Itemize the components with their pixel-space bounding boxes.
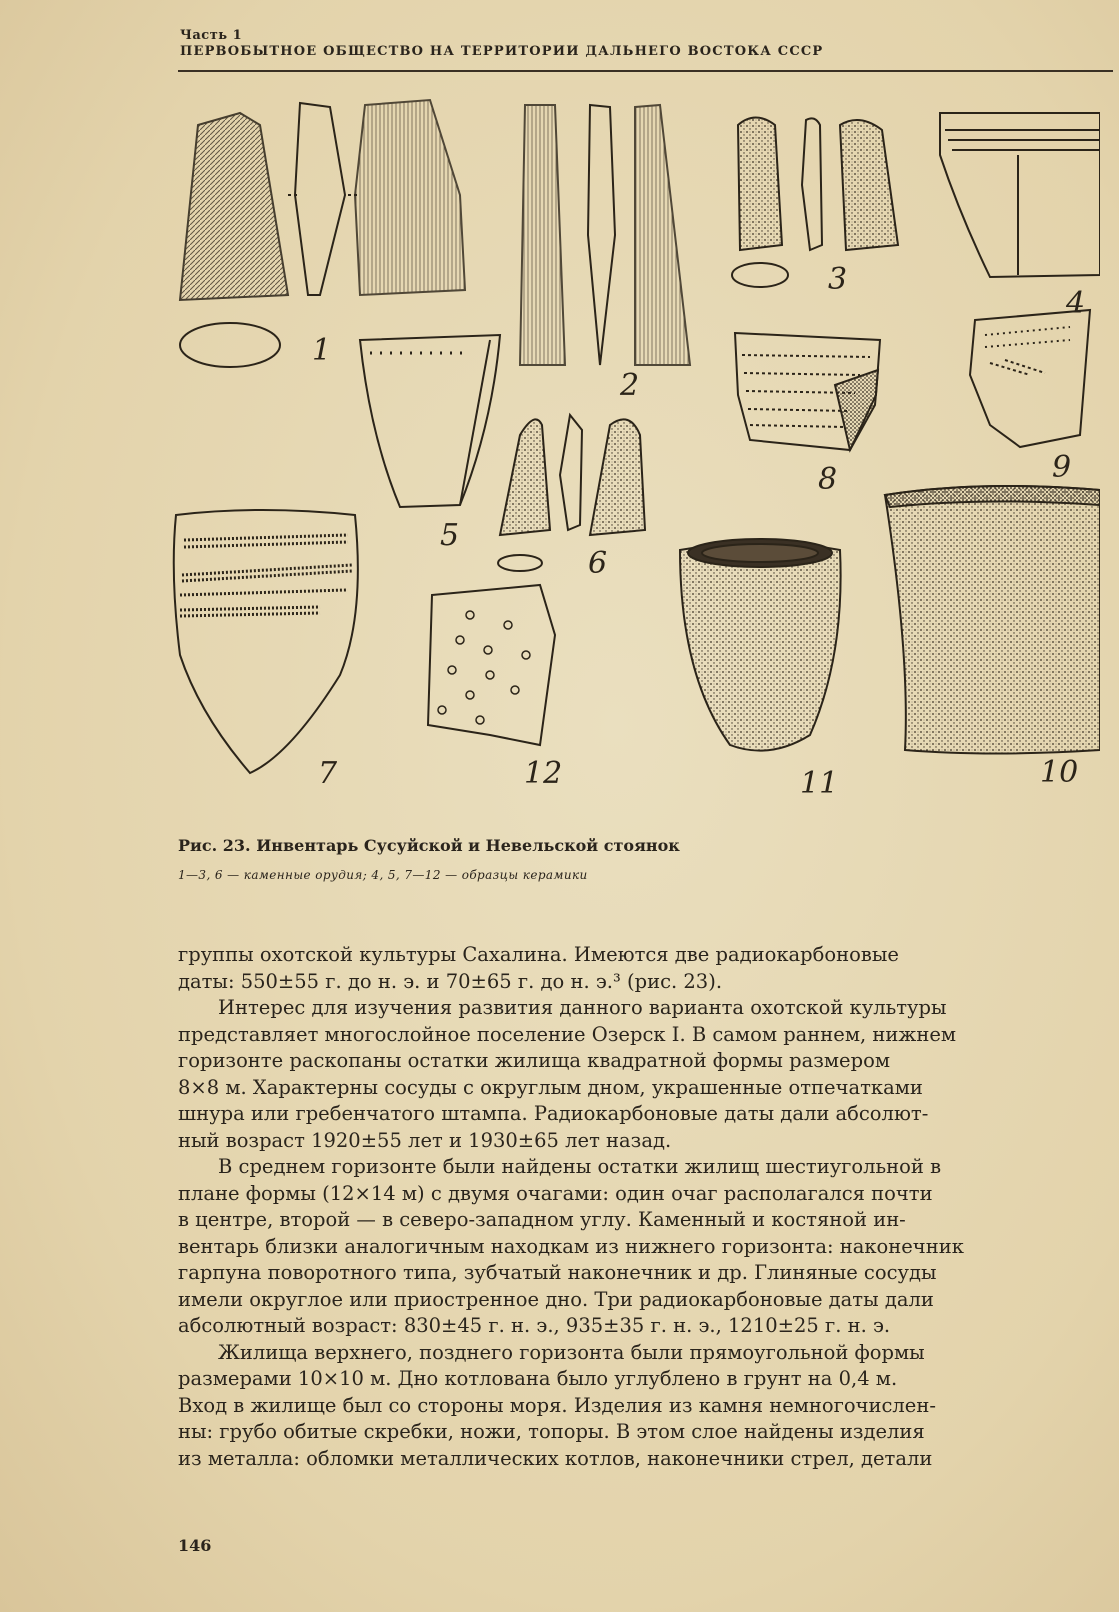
artifact-7-vessel (174, 510, 358, 773)
text-line: гарпуна поворотного типа, зубчатый наконечник и др. Глиняные сосуды (178, 1261, 937, 1284)
text-line: в центре, второй — в северо-западном углу. Каменный и костяной ин- (178, 1208, 906, 1231)
text-line: вентарь близки аналогичным находкам из нижнего горизонта: наконечник (178, 1234, 964, 1258)
page-number: 146 (178, 1536, 212, 1555)
artifact-8-sherd (735, 333, 880, 450)
figure-number-3: 3 (828, 262, 848, 297)
text-line: представляет многослойное поселение Озерск I. В самом раннем, нижнем (178, 1022, 957, 1046)
artifact-4-vessel (940, 113, 1100, 277)
header-rule (178, 70, 1113, 72)
artifact-9-sherd (970, 310, 1090, 447)
figure-number-8: 8 (818, 462, 838, 497)
figure-number-1: 1 (312, 333, 332, 368)
artifact-12-sherd (428, 585, 555, 745)
text-line: Вход в жилище был со стороны моря. Изделия из камня немногочислен- (178, 1393, 936, 1417)
figure-number-2: 2 (620, 368, 640, 403)
figure-number-12: 12 (524, 756, 563, 791)
figure-caption: Рис. 23. Инвентарь Сусуйской и Невельской стоянок (178, 836, 680, 855)
artifact-figure (170, 95, 1100, 795)
figure-number-11: 11 (800, 766, 839, 801)
text-line: ный возраст 1920±55 лет и 1930±65 лет назад. (178, 1128, 672, 1152)
text-line: 8×8 м. Характерны сосуды с округлым дном, украшенные отпечатками (178, 1075, 923, 1099)
figure-subcaption: 1—3, 6 — каменные орудия; 4, 5, 7—12 — образцы керамики (178, 868, 588, 882)
artifact-6-point (498, 415, 645, 571)
text-line: Интерес для изучения развития данного варианта охотской культуры (218, 996, 947, 1019)
text-line: группы охотской культуры Сахалина. Имеются две радиокарбоновые (178, 943, 899, 966)
figure-number-6: 6 (588, 546, 608, 581)
running-header-part: Часть 1 (180, 28, 243, 43)
artifact-10-vessel (885, 486, 1100, 754)
figure-number-5: 5 (440, 518, 460, 553)
figure-number-4: 4 (1066, 286, 1086, 321)
figure-number-9: 9 (1052, 450, 1072, 485)
artifact-2-chisel (520, 105, 690, 365)
text-line: имели округлое или приостренное дно. Три радиокарбоновые даты дали (178, 1287, 934, 1311)
text-line: плане формы (12×14 м) с двумя очагами: один очаг располагался почти (178, 1181, 933, 1205)
text-line: Жилища верхнего, позднего горизонта были прямоугольной формы (218, 1340, 925, 1364)
artifact-11-cup (680, 539, 841, 751)
figure-number-7: 7 (318, 756, 338, 791)
text-line: абсолютный возраст: 830±45 г. н. э., 935±35 г. н. э., 1210±25 г. н. э. (178, 1314, 891, 1337)
text-line: даты: 550±55 г. до н. э. и 70±65 г. до н. э.³ (рис. 23). (178, 969, 723, 993)
artifact-5-vessel (360, 335, 500, 507)
text-line: В среднем горизонте были найдены остатки жилищ шестиугольной в (218, 1155, 942, 1178)
text-line: ны: грубо обитые скребки, ножи, топоры. В этом слое найдены изделия (178, 1420, 925, 1443)
artifact-3-tool (732, 118, 898, 288)
artifact-1-adze (180, 100, 465, 367)
text-line: шнура или гребенчатого штампа. Радиокарбоновые даты дали абсолют- (178, 1102, 929, 1125)
text-line: из металла: обломки металлических котлов, наконечники стрел, детали (178, 1446, 933, 1470)
figure-number-10: 10 (1040, 755, 1079, 790)
body-text (178, 942, 1119, 1472)
running-header-title: ПЕРВОБЫТНОЕ ОБЩЕСТВО НА ТЕРРИТОРИИ ДАЛЬНЕГО ВОСТОКА СССР (180, 44, 824, 59)
text-line: горизонте раскопаны остатки жилища квадратной формы размером (178, 1049, 890, 1072)
text-line: размерами 10×10 м. Дно котлована было углублено в грунт на 0,4 м. (178, 1367, 898, 1390)
